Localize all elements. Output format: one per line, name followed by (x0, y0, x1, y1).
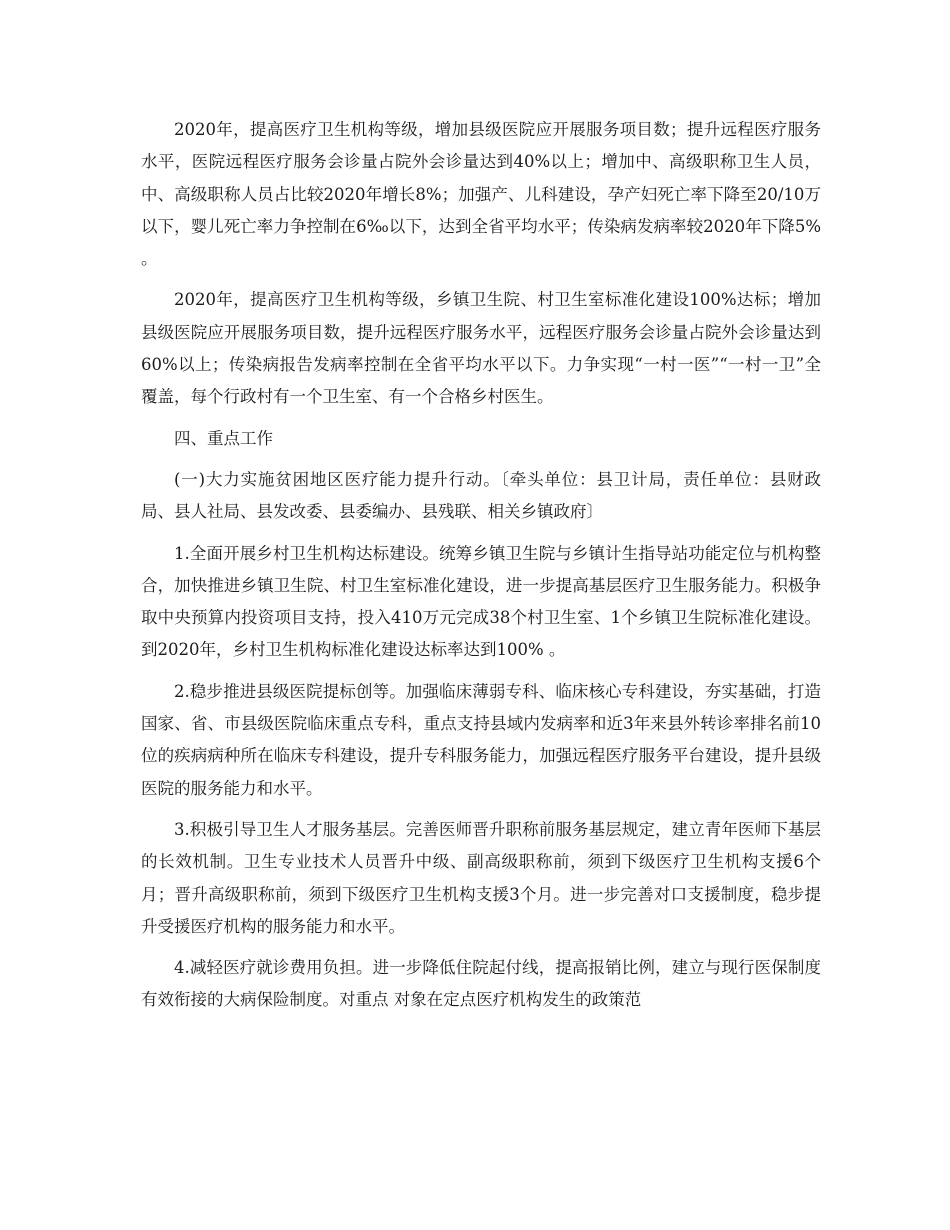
paragraph-item-3: 3.积极引导卫生人才服务基层。完善医师晋升职称前服务基层规定，建立青年医师下基层的长效机制。卫生专业技术人员晋升中级、副高级职称前，须到下级医疗卫生机构支援6个月；晋升高级职称前，须到下级医疗卫生机构支援3个月。进一步完善对口支援制度，稳步提升受援医疗机构的服务能力和水平。 (141, 819, 821, 936)
document-body (141, 114, 821, 1026)
section-heading-key-work: 四、重点工作 (174, 428, 273, 448)
paragraph-2020-targets-b: 2020年，提高医疗卫生机构等级，乡镇卫生院、村卫生室标准化建设100%达标；增加县级医院应开展服务项目数，提升远程医疗服务水平，远程医疗服务会诊量占院外会诊量达到60%以上；传染病报告发病率控制在全省平均水平以下。力争实现“一村一医”“一村一卫”全覆盖，每个行政村有一个卫生室、有一个合格乡村医生。 (141, 290, 821, 407)
paragraph-item-4: 4.减轻医疗就诊费用负担。进一步降低住院起付线，提高报销比例，建立与现行医保制度有效衔接的大病保险制度。对重点 对象在定点医疗机构发生的政策范 (141, 958, 821, 1010)
paragraph-subsection-1: (一)大力实施贫困地区医疗能力提升行动。〔牵头单位：县卫计局，责任单位：县财政局、县人社局、县发改委、县委编办、县残联、相关乡镇政府〕 (141, 469, 821, 522)
paragraph-2020-targets-a: 2020年，提高医疗卫生机构等级，增加县级医院应开展服务项目数；提升远程医疗服务水平，医院远程医疗服务会诊量占院外会诊量达到40%以上；增加中、高级职称卫生人员，中、高级职称人员占比较2020年增长8%；加强产、儿科建设，孕产妇死亡率下降至20/10万以下，婴儿死亡率力争控制在6‰以下，达到全省平均水平；传染病发病率较2020年下降5% 。 (141, 120, 821, 269)
paragraph-item-1: 1.全面开展乡村卫生机构达标建设。统筹乡镇卫生院与乡镇计生指导站功能定位与机构整合，加快推进乡镇卫生院、村卫生室标准化建设，进一步提高基层医疗卫生服务能力。积极争取中央预算内投资项目支持，投入410万元完成38个村卫生室、1个乡镇卫生院标准化建设。到2020年，乡村卫生机构标准化建设达标率达到100% 。 (141, 543, 821, 660)
paragraph-item-2: 2.稳步推进县级医院提标创等。加强临床薄弱专科、临床核心专科建设，夯实基础，打造国家、省、市县级医院临床重点专科，重点支持县域内发病率和近3年来县外转诊率排名前10位的疾病病种所在临床专科建设，提升专科服务能力，加强远程医疗服务平台建设，提升县级医院的服务能力和水平。 (141, 681, 821, 798)
